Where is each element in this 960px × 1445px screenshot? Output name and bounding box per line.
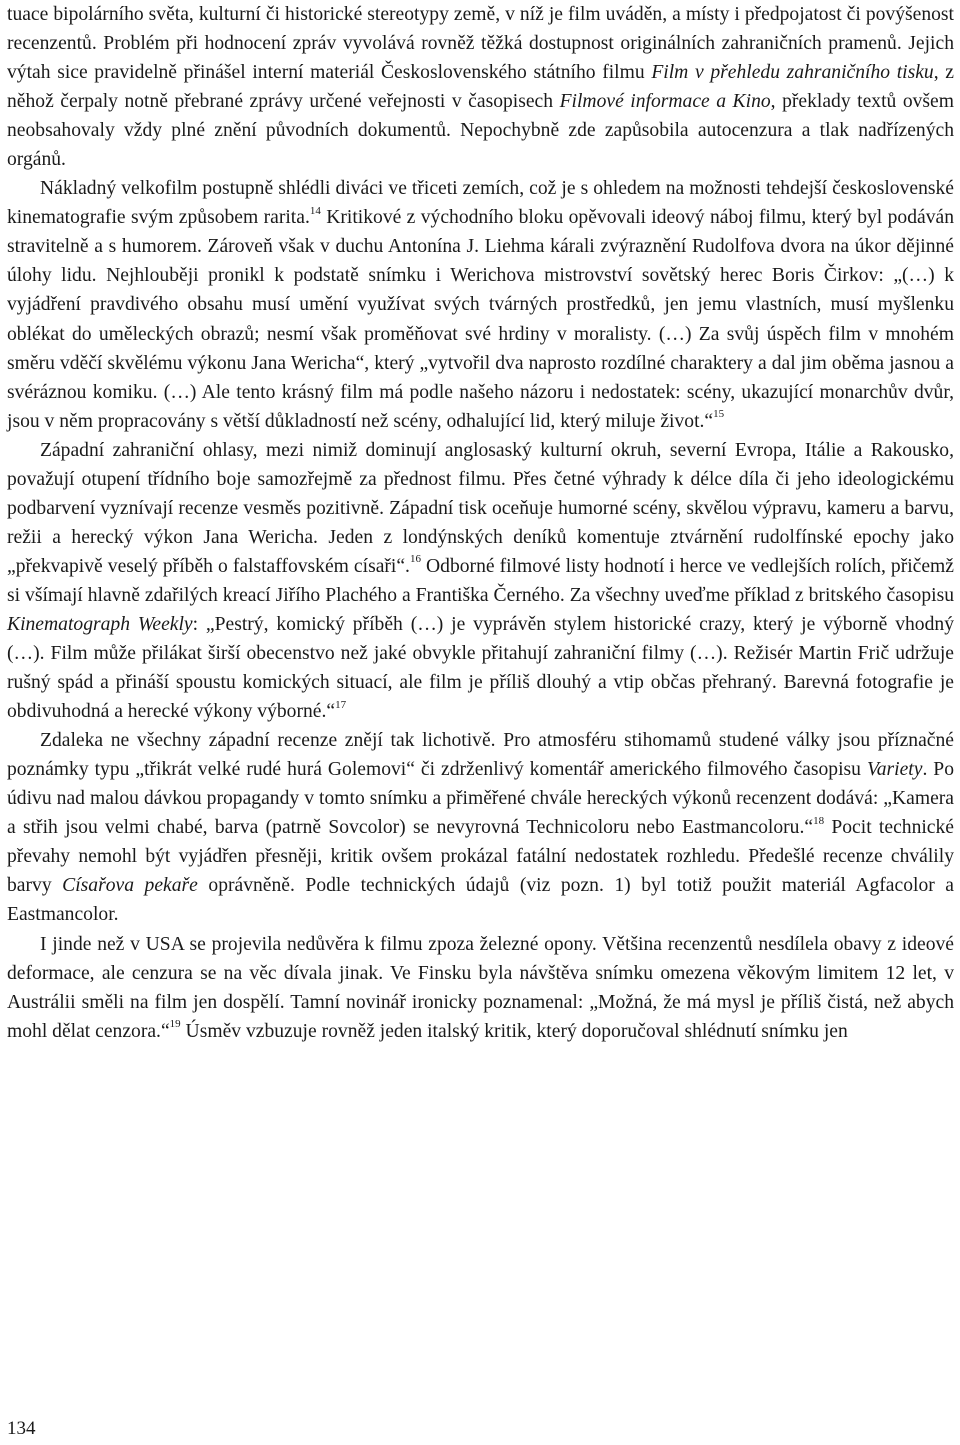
italic-title: Variety [866,759,923,781]
paragraph [7,174,954,435]
text-run: . Po údivu nad malou dávkou propagandy v tomto snímku a přiměřené chvále hereckých výkonů recenzent dodává: „Kamera a střih jsou velmi chabé, barva (patrně Sovcolor) se nevyrovná Technicoloru nebo Eastmancoloru.“ [7,759,954,839]
footnote-ref: 19 [169,1018,181,1031]
page-number: 134 [7,1418,36,1439]
text-run: Zdaleka ne všechny západní recenze znějí tak lichotivě. Pro atmosféru stihomamů studené války jsou příznačné poznámky typu „třikrát velké rudé hurá Golemovi“ či zdrženlivý komentář amerického filmového časopisu [7,730,954,781]
italic-title: Císařova pekaře [62,875,198,897]
text-run: , z něhož čerpaly notně přebrané zprávy určené veřejnosti v časopisech [7,62,954,113]
text-run: : „Pestrý, komický příběh (…) je vyprávěn stylem historické crazy, který je výborně vhodný (…). Film může přilákat širší obecenstvo než jaké obvykle přitahují zahraniční filmy (…). Režisér Martin Frič udržuje rušný spád a přináší spoustu komických situací, ale film je příliš dlouhý a vtip občas přehraný. Barevná fotografie je obdivuhodná a herecké výkony výborné.“ [7,613,954,723]
footnote-ref: 14 [309,204,321,217]
text-run: Nákladný velkofilm postupně shlédli diváci ve třiceti zemích, což je s ohledem na možnosti tehdejší československé kinematografie svým způsobem rarita. [7,178,954,229]
italic-title: Filmové informace a Kino [559,91,771,113]
footnote-ref: 15 [713,408,725,421]
document-body [7,0,954,1046]
text-run: tuace bipolárního světa, kulturní či historické stereotypy země, v níž je film uváděn, a místy i předpojatost či povýšenost recenzentů. Problém při hodnocení zpráv vyvolává rovněž těžká dostupnost originálních zahraničních pramenů. Jejich výtah sice pravidelně přinášel interní materiál Československého státního filmu [7,4,954,84]
text-run: Západní zahraniční ohlasy, mezi nimiž dominují anglosaský kulturní okruh, severní Evropa, Itálie a Rakousko, považují otupení třídního boje samozřejmě za přednost filmu. Přes četné výhrady k délce díla či jeho ideologickému podbarvení vyznívají recenze vesměs pozitivně. Západní tisk oceňuje humorné scény, skvělou výpravu, kameru a barvu, režii a herecký výkon Jana Wericha. Jeden z londýnských deníků komentuje ztvárnění rudolfínské epochy jako „překvapivě veselý příběh o falstaffovském císaři“. [7,439,954,577]
paragraph [7,726,954,929]
text-run: oprávněně. Podle technických údajů (viz pozn. 1) byl totiž použit materiál Agfacolor a Eastmancolor. [7,875,954,926]
footnote-ref: 17 [335,698,347,711]
text-run: Pocit technické převahy nemohl být vyjádřen přesněji, kritik ovšem prokázal fatální nedostatek rozhledu. Předešlé recenze chválily barvy [7,817,954,897]
text-run: Kritikové z východního bloku opěvovali ideový náboj filmu, který byl podáván stravitelně a s humorem. Zároveň však v duchu Antonína J. Liehma kárali zvýraznění Rudolfova dvora na úkor dějinné úlohy lidu. Nejhlouběji pronikl k podstatě snímku i Werichova mistrovství sovětský herec Boris Čirkov: „(…) k vyjádření pravdivého obsahu musí umění využívat svých tvárných prostředků, jen jemu vlastních, musí myšlenku oblékat do uměleckých obrazů; nesmí však proměňovat své hrdiny v moralisty. (…) Za svůj úspěch film v mnohém směru vděčí skvělému výkonu Jana Wericha“, který „vytvořil dva naprosto rozdílné charaktery a dal jim oběma jasnou a svéráznou komiku. (…) Ale tento krásný film má podle našeho názoru i nedostatek: scény, ukazující monarchův dvůr, jsou v něm propracovány s větší důkladností než scény, odhalující lid, který miluje život.“ [7,207,954,432]
text-run: , překlady textů ovšem neobsahovaly vždy plné znění původních dokumentů. Nepochybně zde zapůsobila autocenzura a tlak nadřízených orgánů. [7,91,954,171]
paragraph [7,436,954,726]
italic-title: Film v přehledu zahraničního tisku [651,62,934,84]
paragraph [7,930,954,1046]
paragraph [7,0,954,174]
text-run: I jinde než v USA se projevila nedůvěra k filmu zpoza železné opony. Většina recenzentů nesdílela obavy z ideové deformace, ale cenzura se na věc dívala jinak. Ve Finsku byla návštěva snímku omezena věkovým limitem 12 let, v Austrálii směli na film jen dospělí. Tamní novinář ironicky poznamenal: „Možná, že má mysl je příliš čistá, než abych mohl dělat cenzora.“ [7,933,954,1042]
footnote-ref: 18 [813,814,825,827]
italic-title: Kinematograph Weekly [7,613,193,635]
footnote-ref: 16 [409,553,421,566]
text-run: Odborné filmové listy hodnotí i herce ve vedlejších rolích, přičemž si všímají hlavně zdařilých kreací Jiřího Plachého a Františka Černého. Za všechny uveďme příklad z britského časopisu [7,555,954,606]
text-run: Úsměv vzbuzuje rovněž jeden italský kritik, který doporučoval shlédnutí snímku jen [180,1020,848,1042]
